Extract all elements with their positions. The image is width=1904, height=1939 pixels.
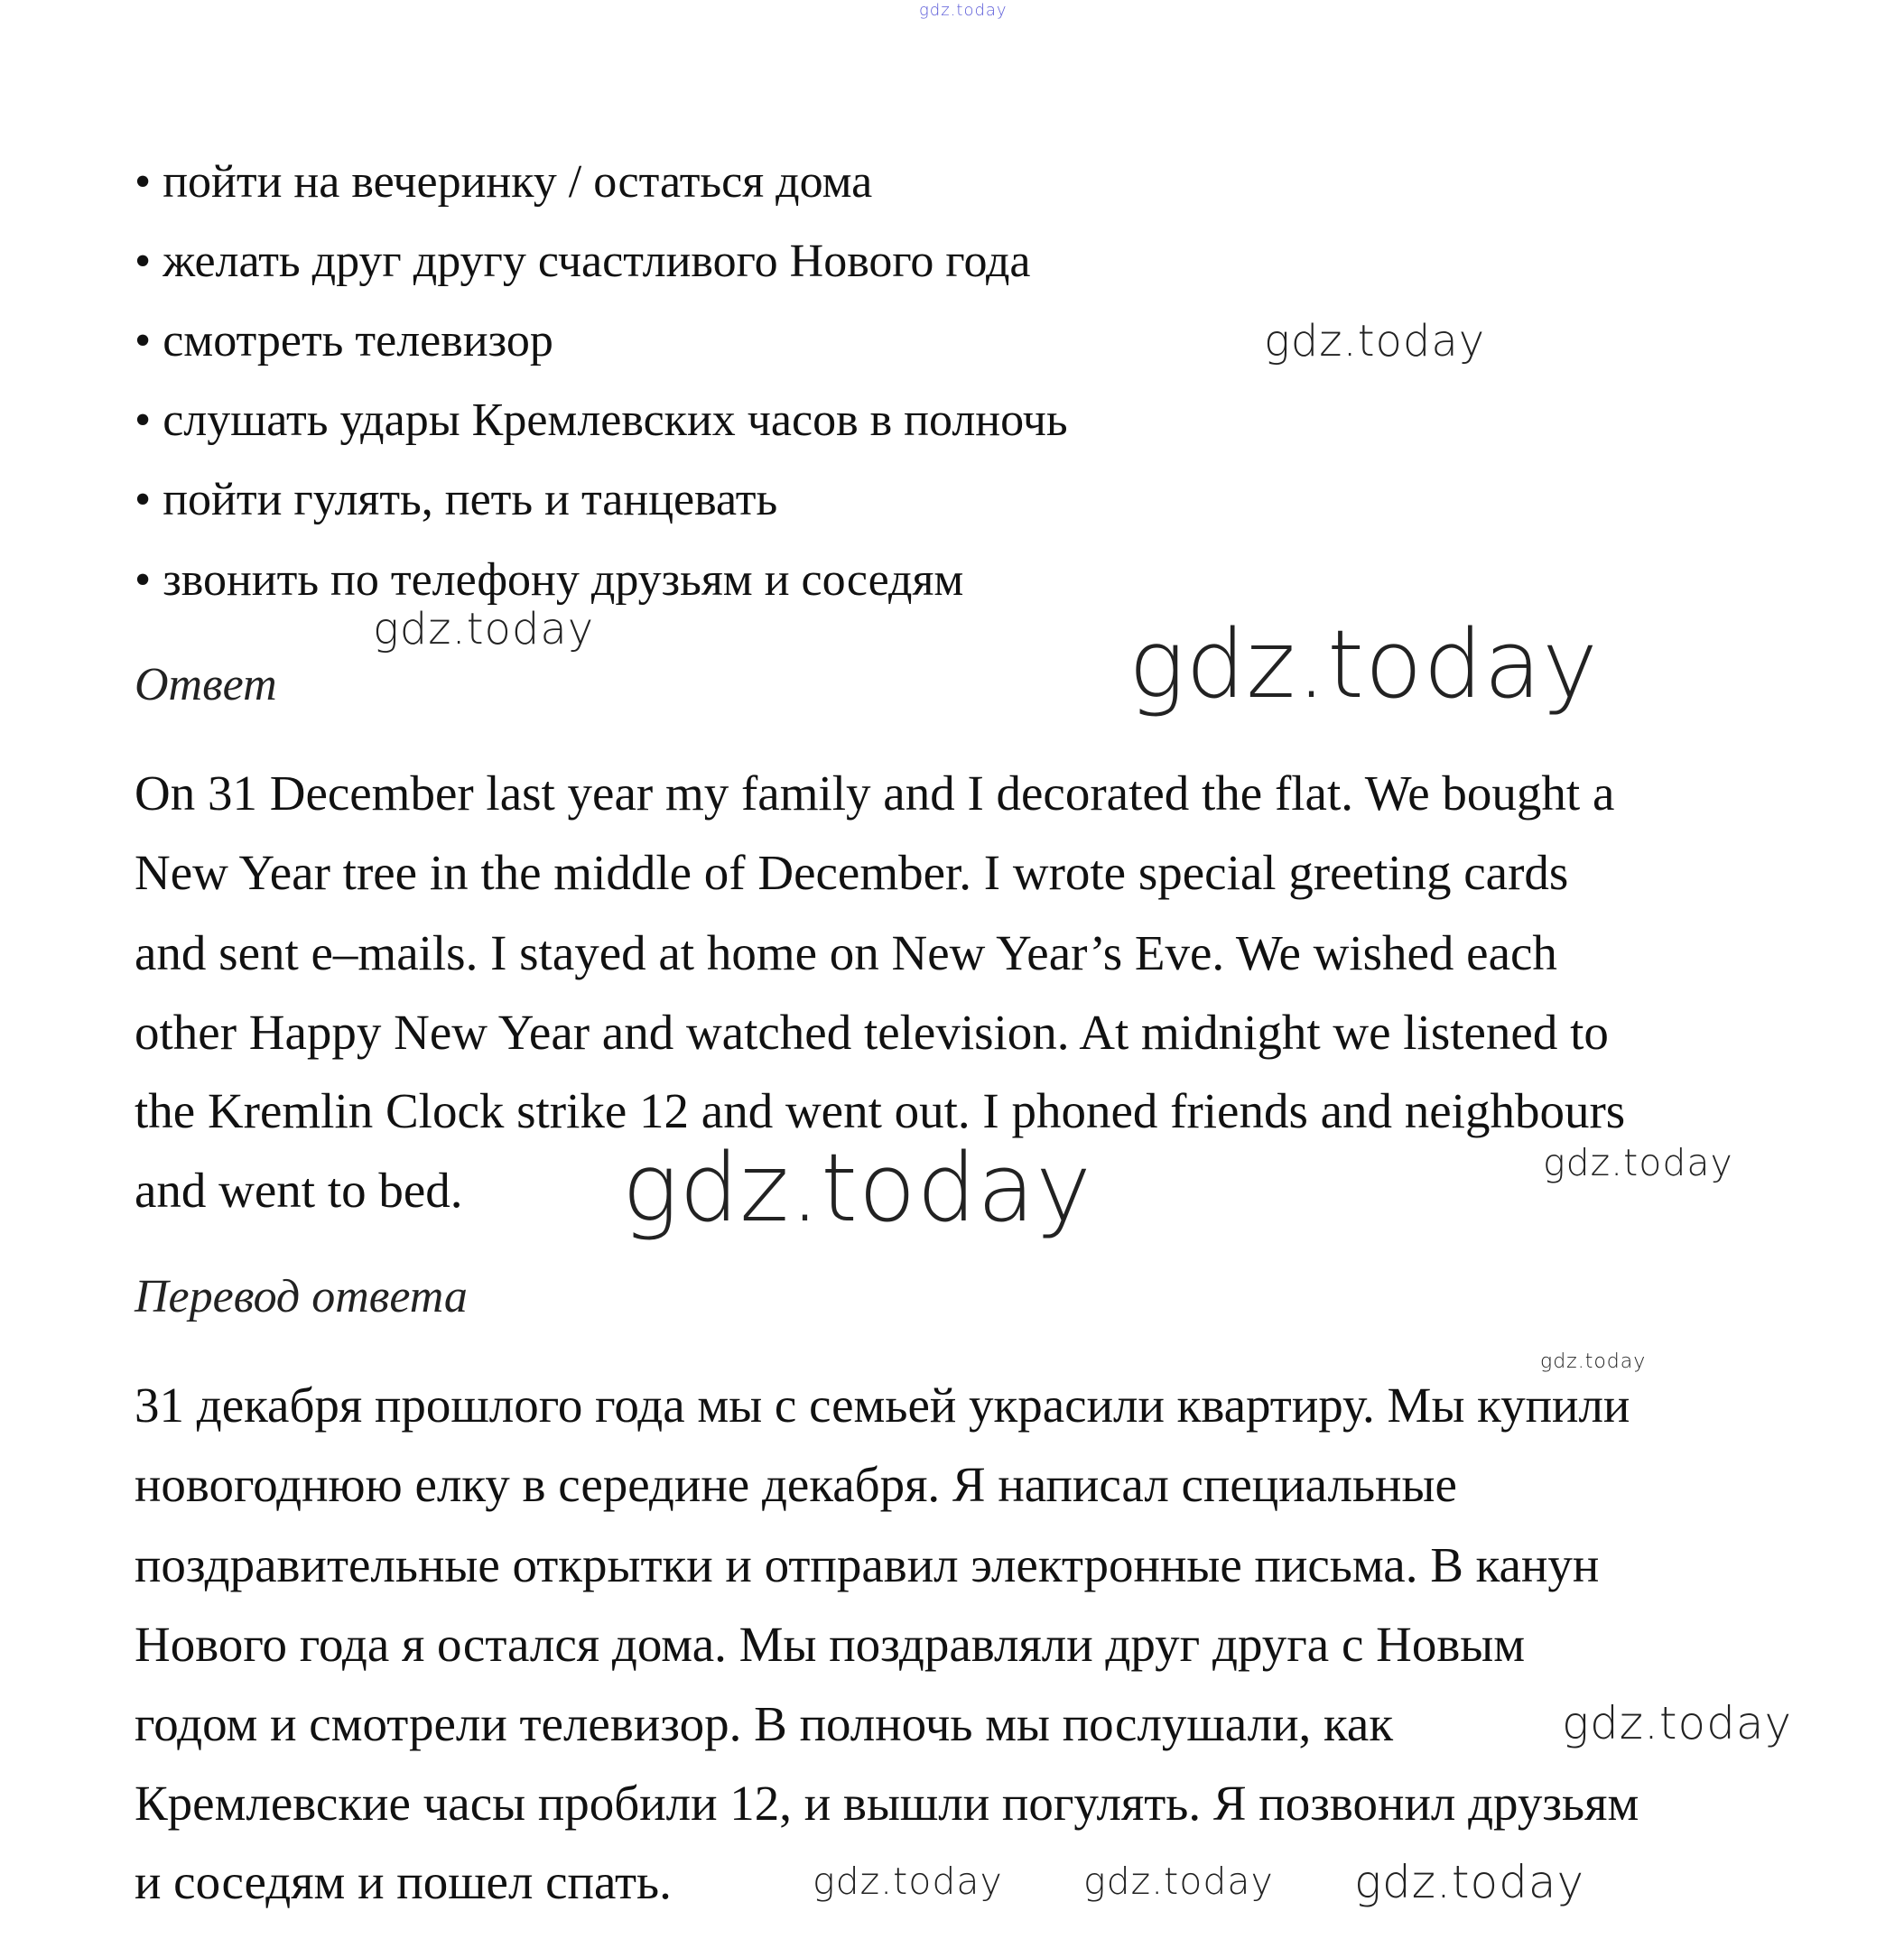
bullet-item: • смотреть телевизор (135, 315, 553, 366)
bullet-item: • звонить по телефону друзьям и соседям (135, 554, 964, 606)
translation-heading: Перевод ответа (135, 1271, 468, 1322)
bullet-item: • пойти гулять, петь и танцевать (135, 474, 778, 525)
translation-line: и соседям и пошел спать. (135, 1854, 672, 1909)
watermark: gdz.today (1562, 1697, 1793, 1749)
translation-line: новогоднюю елку в середине декабря. Я написал специальные (135, 1457, 1457, 1512)
watermark: gdz.today (1083, 1860, 1274, 1903)
watermark-top: gdz.today (919, 1, 1008, 20)
translation-line: поздравительные открытки и отправил электронные письма. В канун (135, 1537, 1600, 1592)
answer-line: other Happy New Year and watched television. At midnight we listened to (135, 1005, 1609, 1060)
bullet-item: • желать друг другу счастливого Нового года (135, 236, 1031, 287)
watermark: gdz.today (1264, 316, 1486, 366)
watermark: gdz.today (1354, 1856, 1585, 1908)
translation-line: Нового года я остался дома. Мы поздравляли друг друга с Новым (135, 1617, 1526, 1672)
answer-line: On 31 December last year my family and I decorated the flat. We bought a (135, 765, 1615, 821)
answer-line: New Year tree in the middle of December. I wrote special greeting cards (135, 845, 1569, 900)
answer-line: and went to bed. (135, 1163, 463, 1218)
bullet-item: • слушать удары Кремлевских часов в полночь (135, 394, 1068, 446)
answer-heading: Ответ (135, 659, 277, 710)
watermark: gdz.today (622, 1133, 1092, 1243)
bullet-item: • пойти на вечеринку / остаться дома (135, 156, 873, 208)
answer-line: and sent e–mails. I stayed at home on New Year’s Eve. We wished each (135, 925, 1557, 980)
translation-line: Кремлевские часы пробили 12, и вышли погулять. Я позвонил друзьям (135, 1776, 1639, 1831)
watermark: gdz.today (1540, 1350, 1647, 1373)
watermark: gdz.today (1128, 609, 1599, 719)
watermark: gdz.today (813, 1860, 1003, 1903)
answer-line: the Kremlin Clock strike 12 and went out. I phoned friends and neighbours (135, 1083, 1626, 1138)
watermark: gdz.today (373, 604, 595, 654)
watermark: gdz.today (1543, 1141, 1733, 1184)
translation-line: 31 декабря прошлого года мы с семьей украсили квартиру. Мы купили (135, 1378, 1630, 1433)
translation-line: годом и смотрели телевизор. В полночь мы послушали, как (135, 1696, 1394, 1751)
